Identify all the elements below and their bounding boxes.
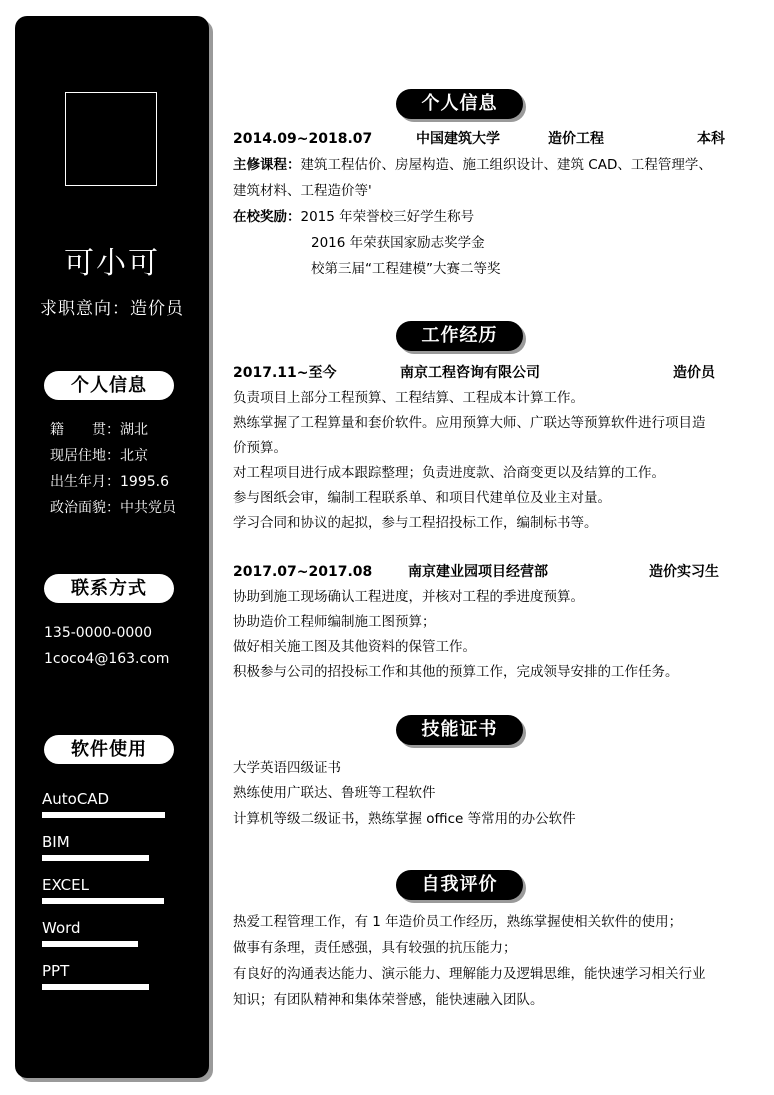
info-value: 北京 bbox=[120, 448, 148, 464]
candidate-name: 可小可 bbox=[64, 246, 160, 281]
software-level-bar bbox=[42, 898, 164, 904]
info-row-birth bbox=[50, 471, 169, 491]
job-duty: 对工程项目进行成本跟踪整理；负责进度款、洽商变更以及结算的工作。 bbox=[233, 465, 665, 481]
job-role: 造价员 bbox=[673, 365, 715, 381]
info-label: 现居住地： bbox=[50, 448, 120, 464]
job-period: 2017.11~至今 bbox=[233, 365, 337, 381]
edu-period: 2014.09~2018.07 bbox=[233, 131, 373, 147]
sidebar bbox=[15, 16, 209, 1078]
skill-cert: 熟练使用广联达、鲁班等工程软件 bbox=[233, 785, 436, 801]
edu-school: 中国建筑大学 bbox=[416, 131, 500, 147]
self-eval-line: 有良好的沟通表达能力、演示能力、理解能力及逻辑思维，能快速学习相关行业 bbox=[233, 966, 706, 982]
job-company: 南京建业园项目经营部 bbox=[408, 564, 548, 580]
job-duty: 积极参与公司的招投标工作和其他的预算工作，完成领导安排的工作任务。 bbox=[233, 664, 679, 680]
section-title-skills: 技能证书 bbox=[396, 715, 523, 745]
info-row-political bbox=[50, 497, 176, 517]
software-level-bar bbox=[42, 812, 165, 818]
software-name: Word bbox=[42, 919, 81, 937]
info-row-hometown bbox=[50, 419, 148, 439]
job-duty: 参与图纸会审，编制工程联系单、和项目代建单位及业主对量。 bbox=[233, 490, 611, 506]
job-duty: 价预算。 bbox=[233, 440, 287, 456]
job-duty: 做好相关施工图及其他资料的保管工作。 bbox=[233, 639, 476, 655]
job-duty: 学习合同和协议的起拟，参与工程招投标工作，编制标书等。 bbox=[233, 515, 598, 531]
email-address[interactable]: 1coco4@163.com bbox=[44, 651, 170, 667]
edu-awards-line bbox=[233, 207, 474, 227]
photo-placeholder bbox=[65, 92, 157, 186]
job-role: 造价实习生 bbox=[649, 564, 719, 580]
job-duty: 熟练掌握了工程算量和套价软件。应用预算大师、广联达等预算软件进行项目造 bbox=[233, 415, 706, 431]
info-value: 中共党员 bbox=[120, 500, 176, 516]
software-name: AutoCAD bbox=[42, 790, 110, 808]
software-level-bar bbox=[42, 855, 149, 861]
info-label: 政治面貌： bbox=[50, 500, 120, 516]
software-name: BIM bbox=[42, 833, 70, 851]
job-duty: 协助到施工现场确认工程进度，并核对工程的季进度预算。 bbox=[233, 589, 584, 605]
sidebar-personal-title: 个人信息 bbox=[44, 371, 174, 400]
edu-courses-line2: 建筑材料、工程造价等' bbox=[233, 183, 372, 199]
section-title-work: 工作经历 bbox=[396, 321, 523, 351]
job-duty: 协助造价工程师编制施工图预算； bbox=[233, 614, 436, 630]
award-item: 校第三届“工程建模”大赛二等奖 bbox=[311, 261, 501, 277]
sidebar-contact-title: 联系方式 bbox=[44, 574, 174, 603]
self-eval-line: 做事有条理，责任感强，具有较强的抗压能力； bbox=[233, 940, 517, 956]
award-item: 2016 年荣获国家励志奖学金 bbox=[311, 235, 485, 251]
skill-cert: 大学英语四级证书 bbox=[233, 760, 341, 776]
skill-cert: 计算机等级二级证书，熟练掌握 office 等常用的办公软件 bbox=[233, 811, 576, 827]
edu-major: 造价工程 bbox=[548, 131, 604, 147]
section-title-self: 自我评价 bbox=[396, 870, 523, 900]
self-eval-line: 热爱工程管理工作，有 1 年造价员工作经历，熟练掌握使相关软件的使用； bbox=[233, 914, 683, 930]
software-level-bar bbox=[42, 984, 149, 990]
software-level-bar bbox=[42, 941, 138, 947]
awards-label: 在校奖励： bbox=[233, 209, 301, 225]
info-value: 湖北 bbox=[120, 422, 148, 438]
edu-courses-line bbox=[233, 155, 712, 175]
software-name: EXCEL bbox=[42, 876, 89, 894]
info-label: 出生年月： bbox=[50, 474, 120, 490]
job-objective: 求职意向：造价员 bbox=[40, 299, 184, 319]
info-label: 籍 贯： bbox=[50, 422, 120, 438]
info-row-residence bbox=[50, 445, 148, 465]
info-value: 1995.6 bbox=[120, 474, 169, 490]
job-period: 2017.07~2017.08 bbox=[233, 564, 373, 580]
sidebar-software-title: 软件使用 bbox=[44, 735, 174, 764]
section-title-education: 个人信息 bbox=[396, 89, 523, 119]
edu-degree: 本科 bbox=[697, 131, 725, 147]
self-eval-line: 知识；有团队精神和集体荣誉感，能快速融入团队。 bbox=[233, 992, 544, 1008]
phone-number: 135-0000-0000 bbox=[44, 625, 153, 641]
award-item: 2015 年荣誉校三好学生称号 bbox=[300, 209, 475, 225]
software-name: PPT bbox=[42, 962, 70, 980]
courses-label: 主修课程： bbox=[233, 157, 301, 173]
courses-text: 建筑工程估价、房屋构造、施工组织设计、建筑 CAD、工程管理学、 bbox=[300, 157, 712, 173]
job-company: 南京工程咨询有限公司 bbox=[400, 365, 540, 381]
job-duty: 负责项目上部分工程预算、工程结算、工程成本计算工作。 bbox=[233, 390, 584, 406]
